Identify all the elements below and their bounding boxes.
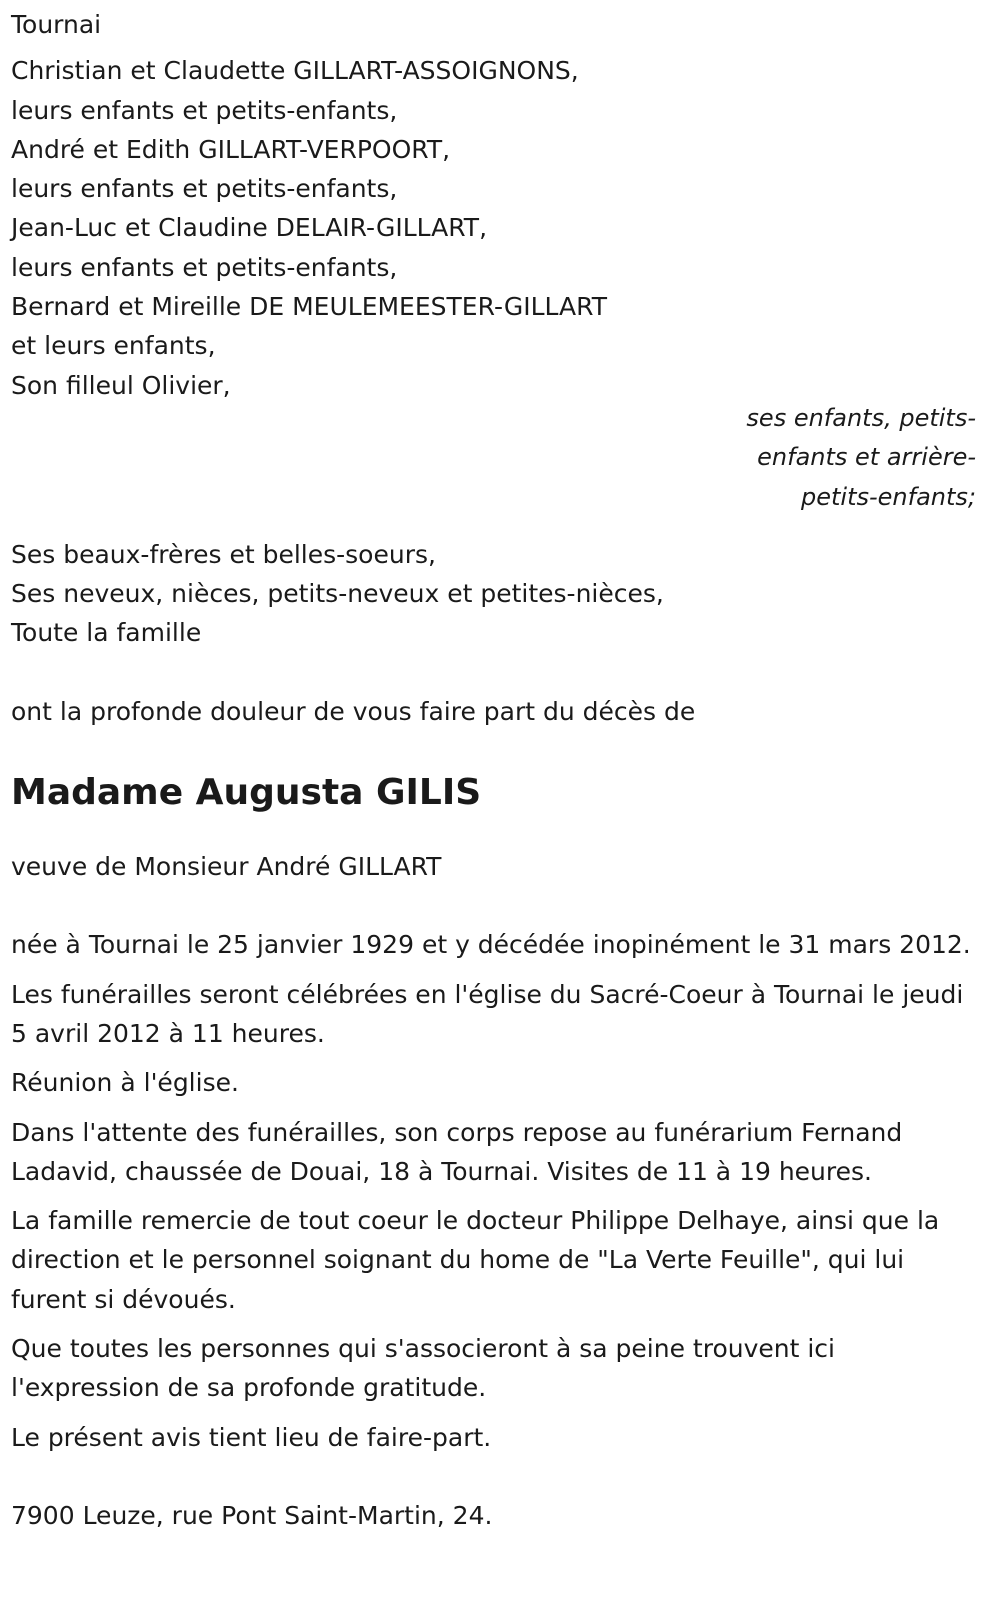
announcement-text: ont la profonde douleur de vous faire part du décès de: [11, 696, 696, 726]
relatives-line: Toute la famille: [11, 618, 202, 648]
widow-of-text: veuve de Monsieur André GILLART: [11, 852, 442, 882]
notice-place: Tournai: [11, 10, 102, 39]
funerarium-paragraph: Dans l'attente des funérailles, son corps repose au funérarium Fernand Ladavid, chaussée de Douai, 18 à Tournai. Visites de 11 à 19 heures.: [11, 1117, 903, 1186]
family-line: Son filleul Olivier,: [11, 370, 231, 400]
gratitude-paragraph: Que toutes les personnes qui s'associeront à sa peine trouvent ici l'expression de sa profonde gratitude.: [11, 1334, 835, 1403]
thanks-paragraph: La famille remercie de tout coeur le docteur Philippe Delhaye, ainsi que la direction et le personnel soignant du home de "La Verte Feuille", qui lui furent si dévoués.: [11, 1206, 940, 1314]
birth-death-paragraph: née à Tournai le 25 janvier 1929 et y décédée inopinément le 31 mars 2012.: [11, 930, 971, 960]
deceased-name: Madame Augusta GILIS: [11, 772, 482, 814]
family-line: leurs enfants et petits-enfants,: [11, 252, 398, 282]
family-line: Christian et Claudette GILLART-ASSOIGNONS,: [11, 56, 579, 86]
relatives-line: Ses neveux, nièces, petits-neveux et petites-nièces,: [11, 579, 664, 609]
notice-note-paragraph: Le présent avis tient lieu de faire-part.: [11, 1422, 492, 1452]
relatives-list: [11, 535, 976, 653]
tribute-text: ses enfants, petits-enfants et arrière-petits-enfants;: [746, 403, 976, 511]
family-line: Bernard et Mireille DE MEULEMEESTER-GILLART: [11, 292, 607, 322]
funeral-paragraph: Les funérailles seront célébrées en l'église du Sacré-Coeur à Tournai le jeudi 5 avril 2012 à 11 heures.: [11, 979, 964, 1048]
family-list: [11, 51, 976, 405]
family-line: et leurs enfants,: [11, 331, 216, 361]
meeting-paragraph: Réunion à l'église.: [11, 1068, 239, 1098]
family-address: 7900 Leuze, rue Pont Saint-Martin, 24.: [11, 1500, 493, 1530]
relatives-line: Ses beaux-frères et belles-soeurs,: [11, 539, 436, 569]
obituary-notice: [11, 0, 976, 1535]
family-line: leurs enfants et petits-enfants,: [11, 95, 398, 125]
family-line: Jean-Luc et Claudine DELAIR-GILLART,: [11, 213, 488, 243]
family-line: André et Edith GILLART-VERPOORT,: [11, 134, 451, 164]
family-line: leurs enfants et petits-enfants,: [11, 174, 398, 204]
